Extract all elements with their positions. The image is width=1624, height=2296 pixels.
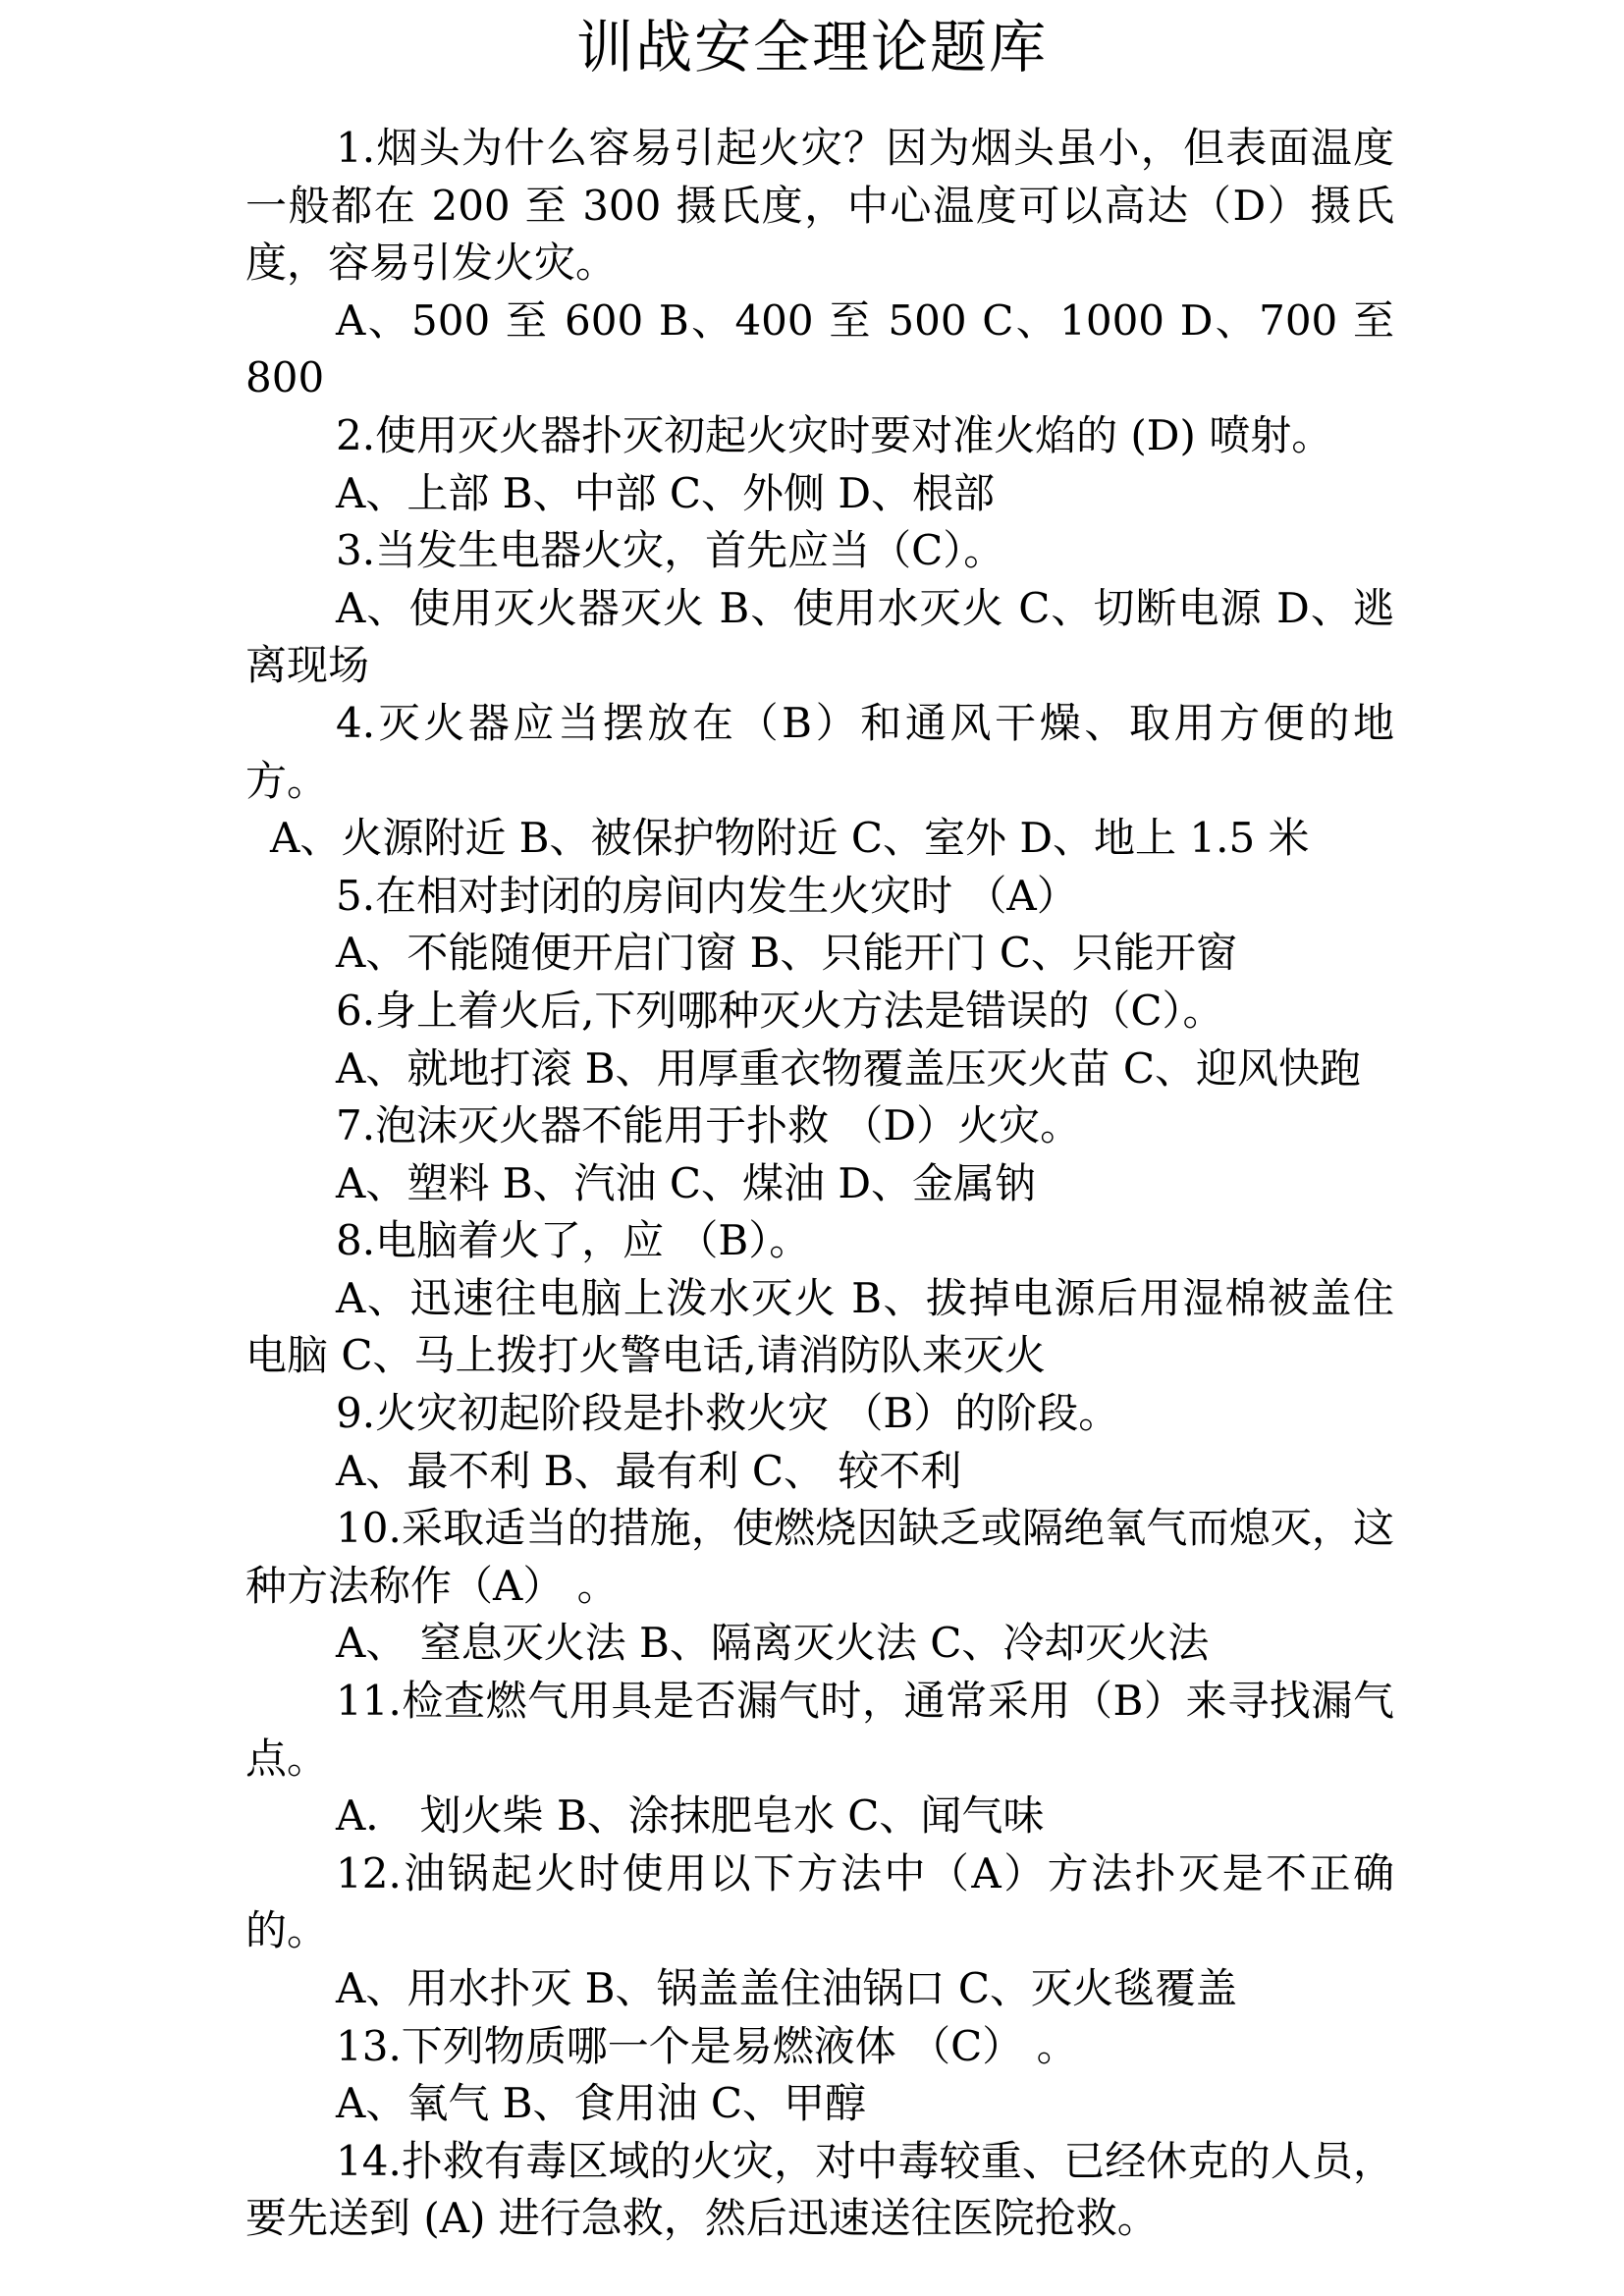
question-11-options: A． 划火柴 B、涂抹肥皂水 C、闻气味 — [336, 1791, 1045, 1841]
question-8: 8.电脑着火了，应 （B）。 — [336, 1216, 811, 1265]
question-6-options: A、就地打滚 B、用厚重衣物覆盖压灭火苗 C、迎风快跑 — [336, 1043, 1362, 1093]
question-1: 1.烟头为什么容易引起火灾？因为烟头虽小，但表面温度一般都在 200 至 300 摄氏度，中心温度可以高达（D）摄氏度，容易引发火灾。 — [245, 124, 1394, 288]
question-7: 7.泡沫灭火器不能用于扑救 （D）火灾。 — [336, 1101, 1082, 1150]
question-1-options: A、500 至 600 B、400 至 500 C、1000 D、700 至 800 — [245, 295, 1394, 402]
question-7-options: A、塑料 B、汽油 C、煤油 D、金属钠 — [336, 1158, 1037, 1207]
question-9: 9.火灾初起阶段是扑救火灾 （B）的阶段。 — [336, 1389, 1120, 1438]
question-5: 5.在相对封闭的房间内发生火灾时 （A） — [336, 871, 1078, 920]
question-12: 12.油锅起火时使用以下方法中（A）方法扑灭是不正确的。 — [245, 1848, 1394, 1955]
question-5-options: A、不能随便开启门窗 B、只能开门 C、只能开窗 — [336, 929, 1238, 978]
question-11: 11.检查燃气用具是否漏气时，通常采用（B）来寻找漏气点。 — [245, 1677, 1394, 1783]
page-title: 训战安全理论题库 — [575, 14, 1048, 80]
question-14: 14.扑救有毒区域的火灾，对中毒较重、已经休克的人员，要先送到 (A) 进行急救，然后迅速送往医院抢救。 — [245, 2136, 1394, 2243]
question-13: 13.下列物质哪一个是易燃液体 （C） 。 — [336, 2021, 1078, 2070]
question-9-options: A、最不利 B、最有利 C、 较不利 — [336, 1446, 962, 1495]
question-3-options: A、使用灭火器灭火 B、使用水灭火 C、切断电源 D、逃离现场 — [245, 583, 1394, 690]
question-2: 2.使用灭火器扑灭初起火灾时要对准火焰的 (D) 喷射。 — [336, 410, 1333, 459]
question-8-options: A、迅速往电脑上泼水灭火 B、拔掉电源后用湿棉被盖住电脑 C、马上拨打火警电话,请消防队来灭火 — [245, 1273, 1394, 1380]
question-12-options: A、用水扑灭 B、锅盖盖住油锅口 C、灭火毯覆盖 — [336, 1964, 1238, 2012]
question-2-options: A、上部 B、中部 C、外侧 D、根部 — [336, 468, 996, 517]
question-3: 3.当发生电器火灾，首先应当（C）。 — [336, 526, 1005, 575]
question-6: 6.身上着火后,下列哪种灭火方法是错误的（C）。 — [336, 986, 1224, 1035]
question-10: 10.采取适当的措施，使燃烧因缺乏或隔绝氧气而熄灭，这种方法称作（A） 。 — [245, 1504, 1394, 1610]
question-10-options: A、 窒息灭火法 B、隔离灭火法 C、冷却灭火法 — [336, 1619, 1210, 1668]
question-4-options: A、火源附近 B、被保护物附近 C、室外 D、地上 1.5 米 — [270, 814, 1310, 863]
question-13-options: A、氧气 B、食用油 C、甲醇 — [336, 2079, 867, 2128]
question-4: 4.灭火器应当摆放在（B）和通风干燥、取用方便的地方。 — [245, 698, 1394, 805]
question-list — [245, 120, 1394, 2248]
